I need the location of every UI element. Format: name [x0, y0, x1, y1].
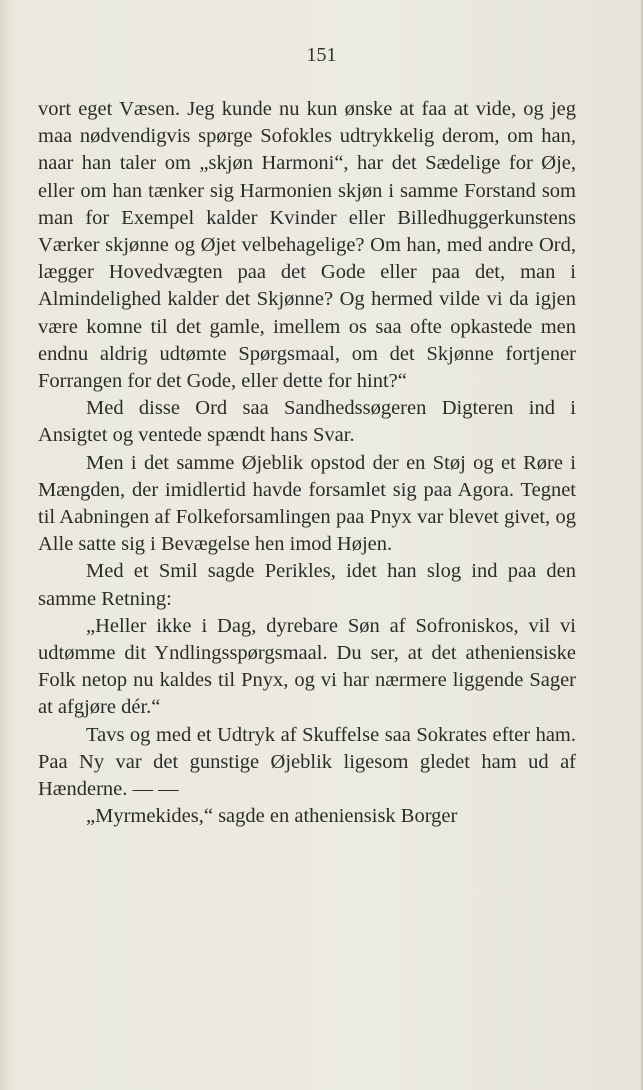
paragraph: Med et Smil sagde Perikles, idet han slog ind paa den samme Retning: — [38, 560, 576, 610]
paragraph: Med disse Ord saa Sandhedssøgeren Digteren ind i Ansigtet og ventede spændt hans Svar. — [38, 397, 576, 447]
paragraph: „Heller ikke i Dag, dyrebare Søn af Sofroniskos, vil vi udtømme dit Yndlingsspørgsmaal. Du ser, at det atheniensiske Folk netop nu kaldes til Pnyx, og vi har nærmere liggende Sager at afgjøre dér.“ — [38, 614, 576, 719]
paragraph: Tavs og med et Udtryk af Skuffelse saa Sokrates efter ham. Paa Ny var det gunstige Øjeblik ligesom gledet ham ud af Hænderne. — — — [38, 723, 576, 801]
paragraph: vort eget Væsen. Jeg kunde nu kun ønske at faa at vide, og jeg maa nødvendigvis spørge Sofokles udtrykkelig derom, om han, naar han taler om „skjøn Harmoni“, har det Sædelige for Øje, eller om han tænker sig Harmonien skjøn i samme Forstand som man for Exempel kalder Kvinder eller Billedhuggerkunstens Værker skjønne og Øjet velbehagelige? Om han, med andre Ord, lægger Hovedvægten paa det Gode eller paa det, man i Almindelighed kalder det Skjønne? Og hermed vilde vi da igjen være komne til det gamle, imellem os saa ofte opkastede men endnu aldrig udtømte Spørgsmaal, om det Skjønne fortjener Forrangen for det Gode, eller dette for hint?“ — [38, 98, 576, 393]
paragraph: „Myrmekides,“ sagde en atheniensisk Borger — [86, 805, 458, 828]
page-number: 151 — [306, 44, 337, 66]
body-text — [38, 96, 576, 830]
paragraph: Men i det samme Øjeblik opstod der en Støj og et Røre i Mængden, der imidlertid havde forsamlet sig paa Agora. Tegnet til Aabningen af Folkeforsamlingen paa Pnyx var blevet givet, og Alle satte sig i Bevægelse hen imod Højen. — [38, 451, 576, 556]
